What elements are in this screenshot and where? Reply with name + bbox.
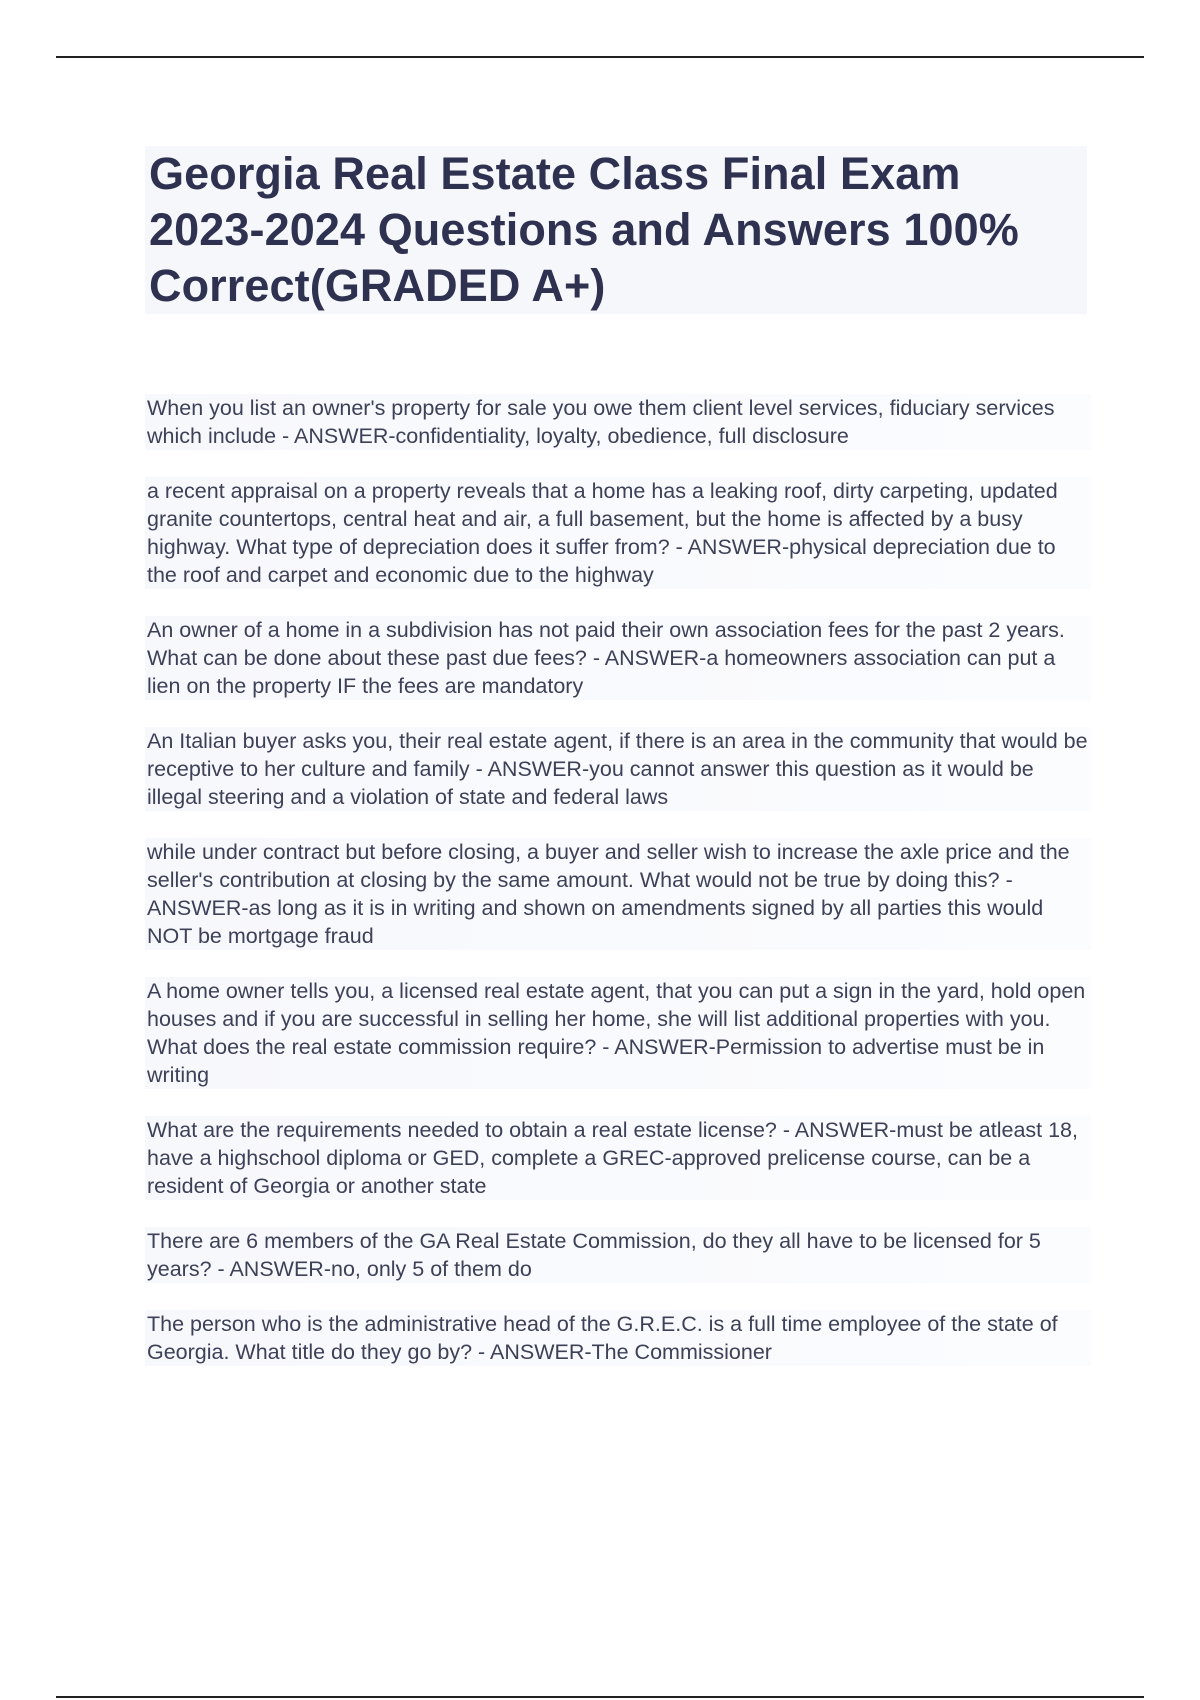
qa-item	[145, 1310, 1091, 1366]
answer-text: no, only 5 of them do	[331, 1257, 532, 1281]
answer-text: physical depreciation due to the roof and carpet and economic due to the highway	[147, 535, 1056, 587]
question-text: while under contract but before closing, a buyer and seller wish to increase the axle price and the seller's contribution at closing by the same amount. What would not be true by doing this?	[147, 840, 1070, 892]
bottom-rule	[56, 1696, 1144, 1698]
question-text: The person who is the administrative head of the G.R.E.C. is a full time employee of the state of Georgia. What title do they go by?	[147, 1312, 1058, 1364]
qa-item	[145, 838, 1091, 950]
answer-text: The Commissioner	[591, 1340, 772, 1364]
document-title: Georgia Real Estate Class Final Exam 2023-2024 Questions and Answers 100% Correct(GRADED A+)	[149, 148, 1019, 311]
answer-separator: - ANSWER-	[469, 757, 590, 781]
question-text: A home owner tells you, a licensed real estate agent, that you can put a sign in the yard, hold open houses and if you are successful in selling her home, she will list additional properties with you. What does the real estate commission require?	[147, 979, 1086, 1059]
answer-separator: - ANSWER-	[776, 1118, 897, 1142]
qa-list	[145, 394, 1091, 1393]
answer-text: Permission to advertise must be in writing	[147, 1035, 1045, 1087]
answer-separator: - ANSWER-	[147, 868, 1013, 920]
qa-item	[145, 616, 1091, 700]
question-text: There are 6 members of the GA Real Estate Commission, do they all have to be licensed for 5 years?	[147, 1229, 1041, 1281]
qa-item	[145, 1116, 1091, 1200]
answer-text: as long as it is in writing and shown on amendments signed by all parties this would NOT be mortgage fraud	[147, 896, 1044, 948]
answer-separator: - ANSWER-	[276, 424, 396, 448]
title-block	[145, 146, 1087, 314]
answer-separator: - ANSWER-	[596, 1035, 716, 1059]
question-text: An owner of a home in a subdivision has not paid their own association fees for the past 2 years. What can be done about these past due fees?	[147, 618, 1065, 670]
answer-text: a homeowners association can put a lien on the property IF the fees are mandatory	[147, 646, 1056, 698]
qa-item	[145, 977, 1091, 1089]
answer-separator: - ANSWER-	[669, 535, 790, 559]
answer-separator: - ANSWER-	[586, 646, 707, 670]
qa-item	[145, 477, 1091, 589]
answer-separator: - ANSWER-	[472, 1340, 592, 1364]
question-text: a recent appraisal on a property reveals that a home has a leaking roof, dirty carpeting, updated granite countertops, central heat and air, a full basement, but the home is affected by a busy highway. What type of depreciation does it suffer from?	[147, 479, 1058, 559]
answer-separator: - ANSWER-	[211, 1257, 331, 1281]
qa-item	[145, 1227, 1091, 1283]
answer-text: must be atleast 18, have a highschool diploma or GED, complete a GREC-approved prelicense course, can be a resident of Georgia or another state	[147, 1118, 1078, 1198]
qa-item	[145, 727, 1091, 811]
question-text: An Italian buyer asks you, their real estate agent, if there is an area in the community that would be receptive to her culture and family	[147, 729, 1088, 781]
question-text: When you list an owner's property for sale you owe them client level services, fiduciary services which include	[147, 396, 1055, 448]
qa-item	[145, 394, 1091, 450]
question-text: What are the requirements needed to obtain a real estate license?	[147, 1118, 777, 1142]
answer-text: you cannot answer this question as it would be illegal steering and a violation of state and federal laws	[147, 757, 1034, 809]
answer-text: confidentiality, loyalty, obedience, full disclosure	[395, 424, 849, 448]
top-rule	[56, 56, 1144, 58]
